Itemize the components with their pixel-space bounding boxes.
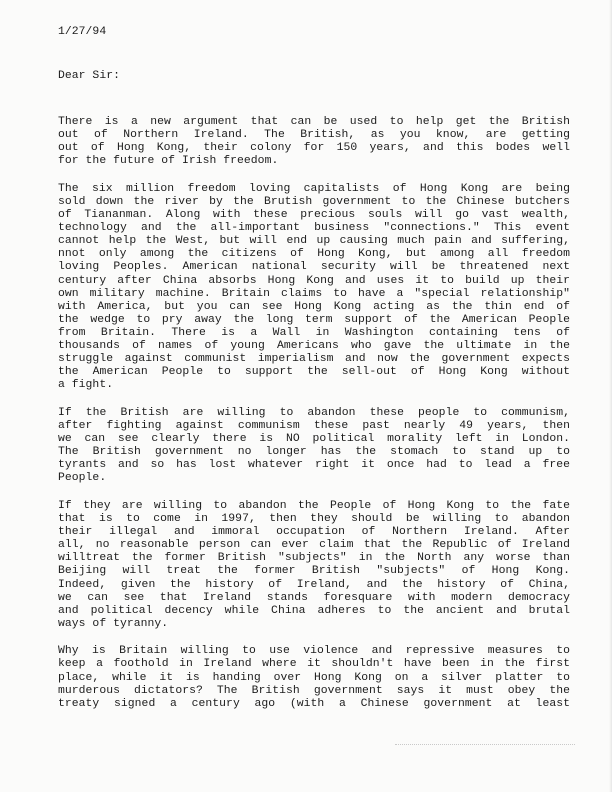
- letter-salutation: Dear Sir:: [58, 70, 120, 82]
- text-line: There is a new argument that can be used to help get the British: [58, 116, 570, 128]
- text-line: for the future of Irish freedom.: [58, 155, 279, 168]
- text-line: People.: [58, 472, 107, 485]
- text-line: with America, but you can see Hong Kong acting as the thin end of: [58, 300, 570, 313]
- text-line: out of Northern Ireland. The British, as you know, are getting: [58, 129, 570, 142]
- text-line: that is to come in 1997, then they should be willing to abandon: [58, 513, 570, 526]
- text-line: Why is Britain willing to use violence and repressive measures to: [58, 645, 570, 658]
- text-line: the American People to support the sell-out of Hong Kong without: [58, 366, 570, 379]
- text-line: out of Hong Kong, their colony for 150 years, and this bodes well: [58, 142, 570, 155]
- text-line: we can see clearly there is NO political morality left in London.: [58, 433, 570, 446]
- scan-specks: [395, 744, 575, 749]
- text-line: struggle against communist imperialism and now the government expects: [58, 353, 570, 366]
- text-line: If the British are willing to abandon these people to communism,: [58, 406, 570, 419]
- text-line: cannot help the West, but will end up causing much pain and suffering,: [58, 235, 570, 248]
- text-line: the wedge to pry away the long term support of the American People: [58, 313, 570, 326]
- text-line: nnot only among the citizens of Hong Kong, but among all freedom: [58, 248, 570, 261]
- text-line: of Tiananman. Along with these precious souls will go vast wealth,: [58, 209, 570, 222]
- text-line: ways of tyranny.: [58, 617, 169, 630]
- text-line: If they are willing to abandon the People of Hong Kong to the fate: [58, 499, 570, 512]
- text-line: a fight.: [58, 379, 114, 392]
- text-line: thousands of names of young Americans who gave the ultimate in the: [58, 340, 570, 352]
- text-line: technology and the all-important business "connections." This event: [58, 222, 570, 235]
- text-line: The six million freedom loving capitalists of Hong Kong are being: [58, 182, 570, 195]
- text-line: willtreat the former British "subjects" in the North any worse than: [58, 552, 570, 565]
- text-line: sold down the river by the Brutish government to the Chinese butchers: [58, 195, 570, 208]
- text-line: loving Peoples. American national security will be threatened next: [58, 261, 570, 274]
- text-line: tyrants and so has lost whatever right it once had to lead a free: [58, 459, 570, 472]
- letter-date: 1/27/94: [58, 26, 107, 38]
- text-line: from Britain. There is a Wall in Washington containing tens of: [58, 326, 570, 339]
- text-line: keep a foothold in Ireland where it shouldn't have been in the first: [58, 658, 570, 671]
- paragraph-5: [58, 645, 570, 710]
- text-line: we can see that Ireland stands foresquare with modern democracy: [58, 591, 570, 604]
- text-line: century after China absorbs Hong Kong and uses it to build up their: [58, 274, 570, 287]
- text-line: Indeed, given the history of Ireland, and the history of China,: [58, 578, 570, 591]
- paragraph-4: [58, 500, 570, 631]
- text-line: and political decency while China adheres to the ancient and brutal: [58, 604, 570, 617]
- text-line: after fighting against communism these past nearly 49 years, then: [58, 419, 570, 432]
- text-line: all, no reasonable person can ever claim that the Republic of Ireland: [58, 539, 570, 552]
- paragraph-3: [58, 407, 570, 486]
- text-line: their illegal and immoral occupation of Northern Ireland. After: [58, 526, 570, 539]
- paragraph-2: [58, 183, 570, 393]
- text-line: own military machine. Britain claims to have a "special relationship": [58, 287, 570, 300]
- text-line: The British government no longer has the stomach to stand up to: [58, 446, 570, 459]
- text-line: treaty signed a century ago (with a Chinese government at least: [58, 697, 570, 710]
- paragraph-1: [58, 116, 570, 168]
- letter-body: [58, 116, 570, 725]
- text-line: place, while it is handing over Hong Kong on a silver platter to: [58, 671, 570, 684]
- text-line: Beijing will treat the former British "subjects" of Hong Kong.: [58, 565, 570, 578]
- text-line: murderous dictators? The British government says it must obey the: [58, 684, 570, 697]
